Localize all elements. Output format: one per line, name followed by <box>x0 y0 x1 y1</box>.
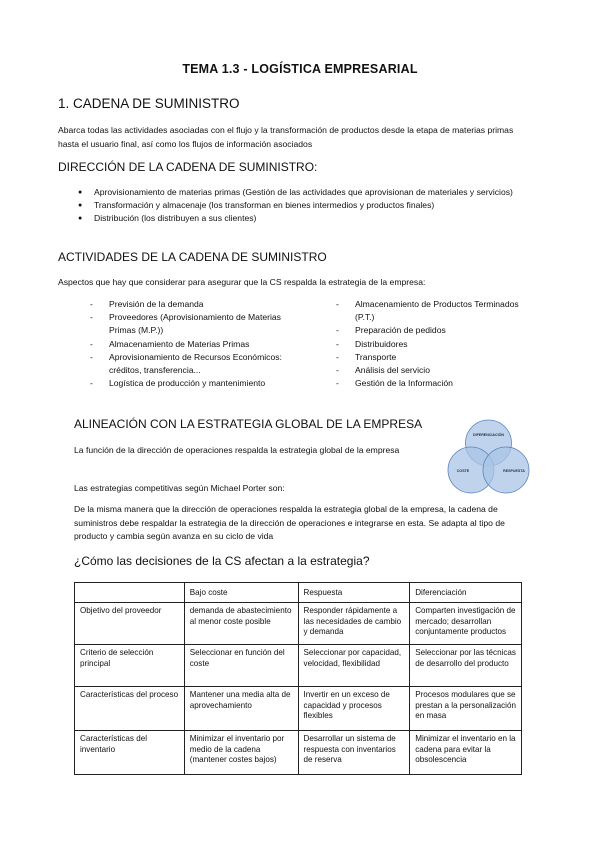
actividades-list-left <box>90 298 290 390</box>
section-heading-cadena: 1. CADENA DE SUMINISTRO <box>58 96 240 111</box>
list-item: ● Aprovisionamiento de materias primas (Gestión de las actividades que aprovisionan de materiales y servicios) <box>78 186 528 199</box>
direccion-list <box>78 186 528 225</box>
table-header-cell: Respuesta <box>298 583 410 603</box>
venn-label-right: RESPUESTA <box>503 469 525 473</box>
table-cell: Seleccionar en función del coste <box>184 645 298 687</box>
question-heading: ¿Cómo las decisiones de la CS afectan a la estrategia? <box>74 554 370 568</box>
list-item: ● Distribución (los distribuyen a sus clientes) <box>78 212 528 225</box>
table-row-label: Características del proceso <box>75 687 185 731</box>
table-cell: Seleccionar por capacidad, velocidad, flexibilidad <box>298 645 410 687</box>
list-item: - Aprovisionamiento de Recursos Económicos: créditos, transferencia... <box>90 351 290 377</box>
table-cell: Procesos modulares que se prestan a la personalización en masa <box>410 687 522 731</box>
list-item: - Almacenamiento de Materias Primas <box>90 338 290 351</box>
heading-direccion: DIRECCIÓN DE LA CADENA DE SUMINISTRO: <box>58 160 318 174</box>
table-cell: Minimizar el inventario por medio de la cadena (mantener costes bajos) <box>184 731 298 775</box>
list-item: - Distribuidores <box>336 338 526 351</box>
table-cell: Minimizar el inventario en la cadena para evitar la obsolescencia <box>410 731 522 775</box>
venn-label-top: DIFERENCIACIÓN <box>473 433 504 437</box>
table-cell: demanda de abastecimiento al menor coste posible <box>184 603 298 645</box>
document-title: TEMA 1.3 - LOGÍSTICA EMPRESARIAL <box>182 62 418 76</box>
list-item: - Almacenamiento de Productos Terminados (P.T.) <box>336 298 526 324</box>
section-intro-paragraph: Abarca todas las actividades asociadas con el flujo y la transformación de productos desde la etapa de materias primas hasta el usuario final, así como los flujos de información asociados <box>58 125 514 149</box>
list-item: - Gestión de la Información <box>336 377 526 390</box>
table-cell: Mantener una media alta de aprovechamiento <box>184 687 298 731</box>
table-header-cell: Bajo coste <box>184 583 298 603</box>
alineacion-paragraph-3: De la misma manera que la dirección de operaciones respalda la estrategia global de la empresa, la cadena de suministros debe respaldar la estrategia de la dirección de operaciones e integrarse en esta. Se adapta al tipo de producto y cambia según avanza en su ciclo de vida <box>74 504 505 541</box>
table-cell: Comparten investigación de mercado; desarrollan conjuntamente productos <box>410 603 522 645</box>
table-row-label: Criterio de selección principal <box>75 645 185 687</box>
list-item: ● Transformación y almacenaje (los transforman en bienes intermedios y productos finales) <box>78 199 528 212</box>
venn-label-left: COSTE <box>456 469 470 473</box>
porter-strategies-venn-diagram <box>441 418 536 498</box>
table-header-row <box>75 583 522 603</box>
list-item: - Transporte <box>336 351 526 364</box>
alineacion-paragraph-2: Las estrategias competitivas según Michael Porter son: <box>74 483 285 493</box>
list-item: - Preparación de pedidos <box>336 324 526 337</box>
table-row <box>75 645 522 687</box>
table-row-label: Características del inventario <box>75 731 185 775</box>
table-row <box>75 731 522 775</box>
table-cell: Invertir en un exceso de capacidad y procesos flexibles <box>298 687 410 731</box>
list-item: - Análisis del servicio <box>336 364 526 377</box>
table-header-cell: Diferenciación <box>410 583 522 603</box>
list-item: - Proveedores (Aprovisionamiento de Materias Primas (M.P.)) <box>90 311 290 337</box>
heading-actividades: ACTIVIDADES DE LA CADENA DE SUMINISTRO <box>58 250 327 264</box>
alineacion-paragraph-1: La función de la dirección de operaciones respalda la estrategia global de la empresa <box>74 445 400 455</box>
table-cell: Seleccionar por las técnicas de desarrollo del producto <box>410 645 522 687</box>
strategy-decisions-table <box>74 582 522 775</box>
table-cell: Desarrollar un sistema de respuesta con inventarios de reserva <box>298 731 410 775</box>
table-cell: Responder rápidamente a las necesidades de cambio y demanda <box>298 603 410 645</box>
table-row <box>75 603 522 645</box>
table-row <box>75 687 522 731</box>
list-item: - Logística de producción y mantenimiento <box>90 377 290 390</box>
table-row-label: Objetivo del proveedor <box>75 603 185 645</box>
actividades-list-right <box>336 298 526 390</box>
list-item: - Previsión de la demanda <box>90 298 290 311</box>
table-header-cell <box>75 583 185 603</box>
actividades-intro: Aspectos que hay que considerar para asegurar que la CS respalda la estrategia de la empresa: <box>58 277 426 287</box>
heading-alineacion: ALINEACIÓN CON LA ESTRATEGIA GLOBAL DE LA EMPRESA <box>74 417 423 431</box>
